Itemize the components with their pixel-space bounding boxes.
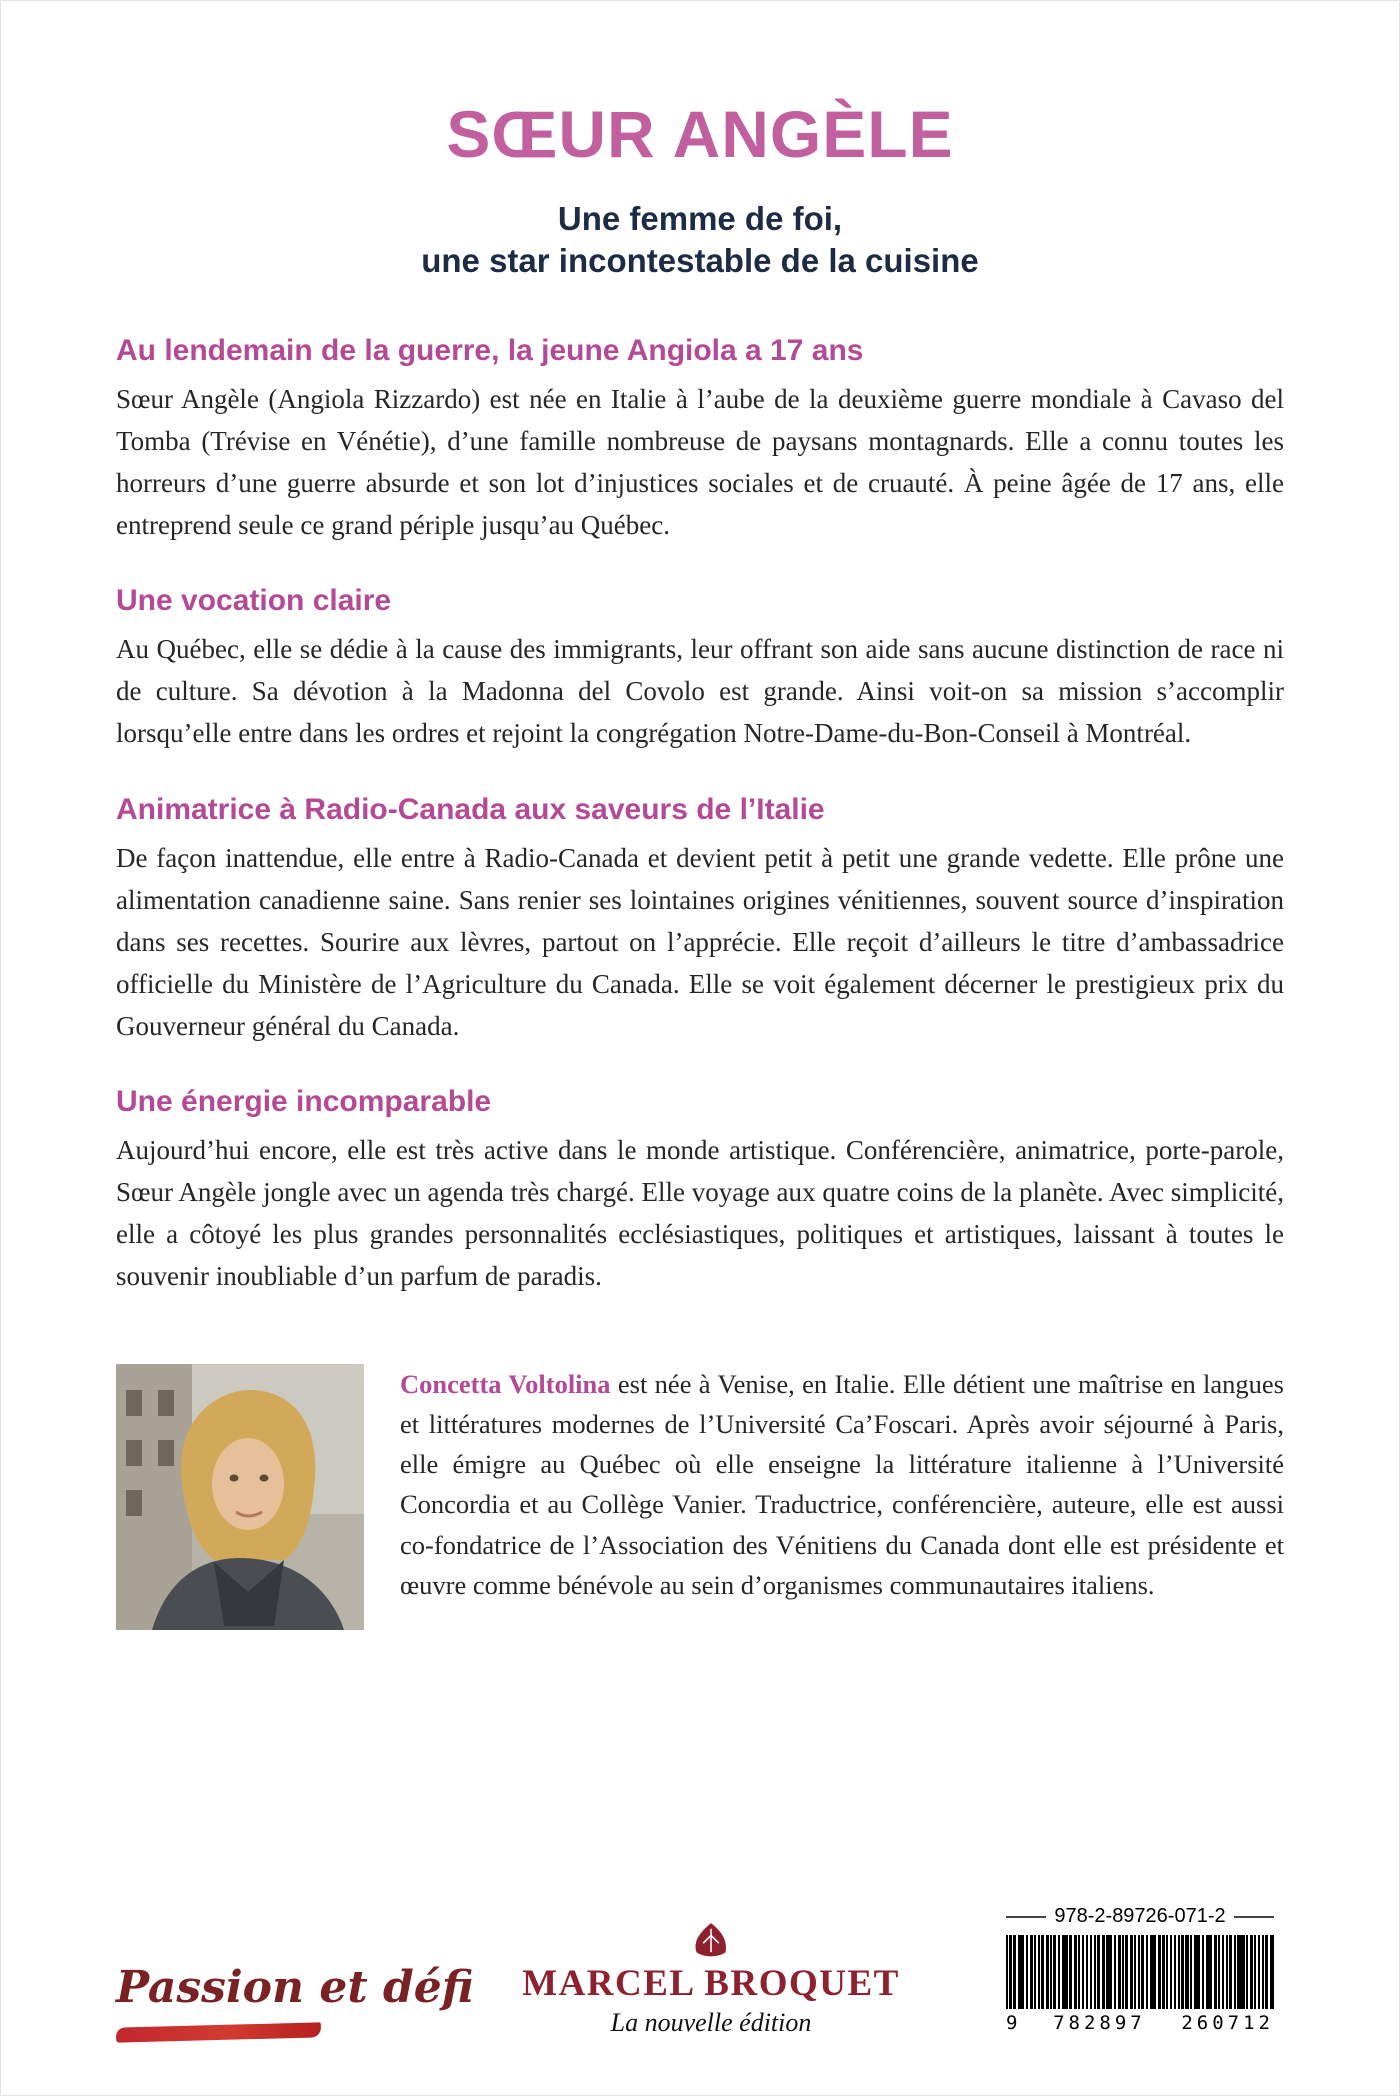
author-portrait-photo bbox=[116, 1364, 364, 1630]
publisher-logo bbox=[522, 1922, 900, 2044]
barcode-bars-icon bbox=[1006, 1935, 1274, 2009]
isbn-rule-right bbox=[1234, 1916, 1274, 1918]
section-body: Sœur Angèle (Angiola Rizzardo) est née en Italie à l’aube de la deuxième guerre mondiale à Cavaso del Tomba (Trévise en Vénétie), d’une famille nombreuse de paysans montagnards. Elle a connu toutes les horreurs d’une guerre absurde et son lot d’injustices sociales et de cruauté. À peine âgée de 17 ans, elle entreprend seule ce grand périple jusqu’au Québec. bbox=[116, 383, 1284, 541]
section bbox=[116, 1085, 1284, 1297]
brand-script-text: Passion et défi bbox=[116, 1962, 474, 2013]
author-bio bbox=[116, 1364, 1284, 1630]
book-subtitle bbox=[116, 198, 1284, 282]
author-bio-text bbox=[400, 1364, 1284, 1630]
cover-footer bbox=[116, 1897, 1284, 2044]
barcode-group-2: 260712 bbox=[1181, 2012, 1274, 2034]
isbn-text: 978-2-89726-071-2 bbox=[1054, 1905, 1226, 1927]
author-bio-body: est née à Venise, en Italie. Elle détient une maîtrise en langues et littératures modernes de l’Université Ca’Foscari. Après avoir séjourné à Paris, elle émigre au Québec où elle enseigne la littérature italienne à l’Université Concordia et au Collège Vanier. Traductrice, conférencière, auteure, elle est aussi co-fondatrice de l’Association des Vénitiens du Canada dont elle est présidente et œuvre comme bénévole au sein d’organismes communautaires italiens. bbox=[400, 1368, 1284, 1600]
summary-sections bbox=[116, 334, 1284, 1298]
barcode-digit-first: 9 bbox=[1006, 2012, 1018, 2034]
book-subtitle-line1: Une femme de foi, bbox=[557, 200, 843, 237]
section-heading: Une énergie incomparable bbox=[116, 1085, 492, 1119]
cover-header bbox=[116, 96, 1284, 282]
section-body: De façon inattendue, elle entre à Radio-Canada et devient petit à petit une grande vedette. Elle prône une alimentation canadienne saine. Sans renier ses lointaines origines vénitiennes, souvent source d’inspiration dans ses recettes. Sourire aux lèvres, partout on l’apprécie. Elle reçoit d’ailleurs le titre d’ambassadrice officielle du Ministère de l’Agriculture du Canada. Elle se voit également décerner le prestigieux prix du Gouverneur général du Canada. bbox=[116, 842, 1284, 1042]
isbn-rule-left bbox=[1006, 1916, 1046, 1918]
section-heading: Au lendemain de la guerre, la jeune Angiola a 17 ans bbox=[116, 333, 864, 367]
section-heading: Une vocation claire bbox=[116, 584, 392, 618]
brand-logo-passion-et-defi bbox=[116, 1962, 474, 2044]
leaf-logo-icon bbox=[688, 1922, 734, 1960]
section bbox=[116, 334, 1284, 546]
publisher-name: MARCEL BROQUET bbox=[522, 1963, 900, 2004]
barcode-group-1: 782897 bbox=[1053, 2012, 1146, 2034]
barcode bbox=[996, 1897, 1284, 2044]
isbn-row bbox=[1006, 1905, 1274, 1928]
author-photo bbox=[116, 1364, 364, 1630]
section-heading: Animatrice à Radio-Canada aux saveurs de l’Italie bbox=[116, 792, 825, 826]
book-title: SŒUR ANGÈLE bbox=[446, 97, 954, 171]
section-body: Aujourd’hui encore, elle est très active dans le monde artistique. Conférencière, animatrice, porte-parole, Sœur Angèle jongle avec un agenda très chargé. Elle voyage aux quatre coins de la planète. Avec simplicité, elle a côtoyé les plus grandes personnalités ecclésiastiques, politiques et artistiques, laissant à toutes le souvenir inoubliable d’un parfum de paradis. bbox=[116, 1135, 1284, 1292]
brush-stroke-icon bbox=[116, 2022, 321, 2042]
section-body: Au Québec, elle se dédie à la cause des immigrants, leur offrant son aide sans aucune distinction de race ni de culture. Sa dévotion à la Madonna del Covolo est grande. Ainsi voit-on sa mission s’accomplir lorsqu’elle entre dans les ordres et rejoint la congrégation Notre-Dame-du-Bon-Conseil à Montréal. bbox=[116, 634, 1284, 749]
author-name: Concetta Voltolina bbox=[400, 1368, 611, 1399]
book-subtitle-line2: une star incontestable de la cuisine bbox=[421, 241, 979, 279]
barcode-digits bbox=[1006, 2012, 1274, 2034]
section bbox=[116, 584, 1284, 754]
publisher-edition: La nouvelle édition bbox=[610, 2008, 812, 2037]
section bbox=[116, 793, 1284, 1048]
